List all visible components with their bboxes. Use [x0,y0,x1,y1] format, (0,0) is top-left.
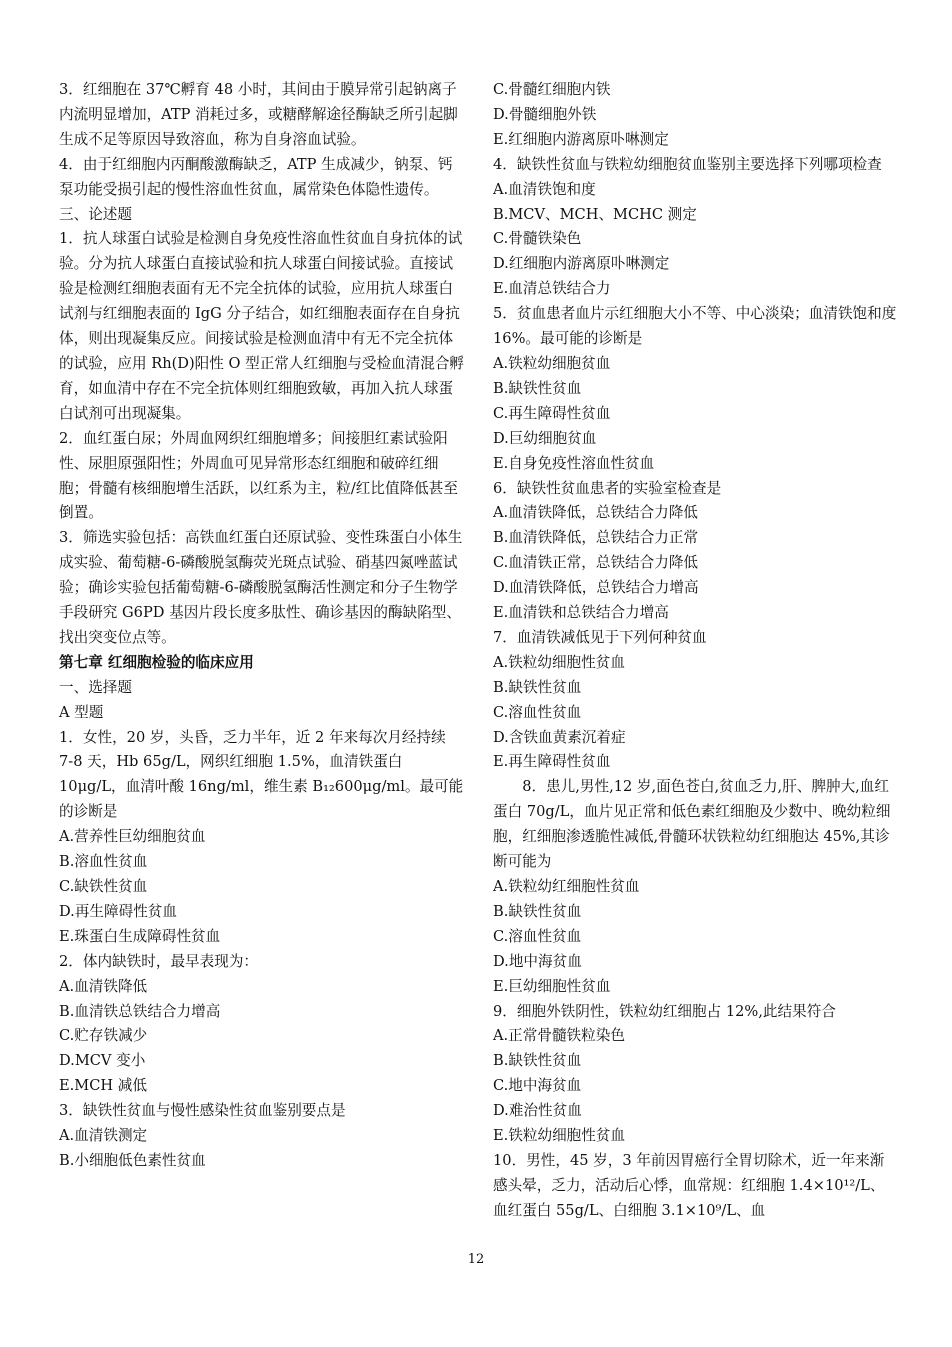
paragraph: 3．筛选实验包括：高铁血红蛋白还原试验、变性珠蛋白小体生成实验、葡萄糖-6-磷酸脱氢酶荧光斑点试验、硝基四氮唑蓝试验；确诊实验包括葡萄糖-6-磷酸脱氢酶活性测定和分子生物学手段研究 G6PD 基因片段长度多肽性、确诊基因的酶缺陷型、找出突变位点等。 [59,529,463,646]
paragraph: C.溶血性贫血 [493,927,582,945]
paragraph: 3．缺铁性贫血与慢性感染性贫血鉴别要点是 [59,1102,346,1120]
paragraph: A.营养性巨幼细胞贫血 [59,828,206,846]
paragraph: 5．贫血患者血片示红细胞大小不等、中心淡染；血清铁饱和度 16%。最可能的诊断是 [493,305,897,348]
paragraph: E.铁粒幼细胞性贫血 [493,1127,626,1145]
paragraph: 1．女性，20 岁，头昏，乏力半年，近 2 年来每次月经持续 7-8 天，Hb 65g/L，网织红细胞 1.5%，血清铁蛋白 10μg/L，血清叶酸 16ng/ml，维生素 B₁₂600μg/ml。最可能的诊断是 [59,728,464,821]
paragraph: A.铁粒幼细胞性贫血 [493,653,625,671]
paragraph: A.正常骨髓铁粒染色 [493,1027,625,1045]
paragraph: D.含铁血黄素沉着症 [493,728,626,746]
paragraph: C.溶血性贫血 [493,703,582,721]
paragraph: B.血清铁降低，总铁结合力正常 [493,529,699,547]
paragraph: D.巨幼细胞贫血 [493,429,597,447]
paragraph: A.铁粒幼红细胞性贫血 [493,878,640,895]
chapter-heading: 第七章 红细胞检验的临床应用 [59,653,254,671]
paragraph: C.骨髓铁染色 [493,230,582,248]
paragraph: D.血清铁降低，总铁结合力增高 [493,579,699,597]
paragraph: 8．患儿,男性,12 岁,面色苍白,贫血乏力,肝、脾肿大,血红蛋白 70g/L，血片见正常和低色素红细胞及少数中、晚幼粒细胞，红细胞渗透脆性减低,骨髓环状铁粒幼红细胞达 45%,其诊断可能为 [493,778,891,871]
paragraph: B.缺铁性贫血 [493,379,582,397]
paragraph: E.血清铁和总铁结合力增高 [493,604,669,622]
paragraph: 一、选择题 [59,678,132,696]
paragraph: D.骨髓细胞外铁 [493,105,597,123]
paragraph: C.地中海贫血 [493,1077,582,1095]
paragraph: A.血清铁降低，总铁结合力降低 [493,504,698,522]
paragraph: B.缺铁性贫血 [493,678,582,696]
paragraph: E.再生障碍性贫血 [493,753,611,771]
paragraph: C.血清铁正常，总铁结合力降低 [493,554,699,572]
paragraph: 6．缺铁性贫血患者的实验室检查是 [493,479,722,497]
paragraph: D.地中海贫血 [493,952,582,970]
paragraph: 9．细胞外铁阴性，铁粒幼红细胞占 12%,此结果符合 [493,1002,836,1020]
paragraph: A.铁粒幼细胞贫血 [493,354,611,372]
paragraph: E.红细胞内游离原卟啉测定 [493,130,669,148]
paragraph: A.血清铁饱和度 [493,180,596,198]
paragraph: A.血清铁降低 [59,977,148,995]
paragraph: 3．红细胞在 37℃孵育 48 小时，其间由于膜异常引起钠离子内流明显增加，ATP 消耗过多，或糖酵解途径酶缺乏所引起脚生成不足等原因导致溶血，称为自身溶血试验。 [59,81,458,148]
paragraph: B.血清铁总铁结合力增高 [59,1002,221,1020]
paragraph: A.血清铁测定 [59,1127,148,1145]
paragraph: E.珠蛋白生成障碍性贫血 [59,927,221,945]
paragraph: 2．血红蛋白尿；外周血网织红细胞增多；间接胆红素试验阳性、尿胆原强阳性；外周血可见异常形态红细胞和破碎红细胞；骨髓有核细胞增生活跃，以红系为主，粒/红比值降低甚至倒置。 [59,429,458,522]
paragraph: D.红细胞内游离原卟啉测定 [493,255,670,273]
paragraph: 10．男性，45 岁，3 年前因胃癌行全胃切除术，近一年来渐感头晕，乏力，活动后心悸，血常规：红细胞 1.4×10¹²/L、血红蛋白 55g/L、白细胞 3.1×10⁹/L、血 [493,1151,885,1219]
left-column [59,78,464,1174]
page-number: 12 [467,1252,485,1267]
paragraph: D.MCV 变小 [59,1052,146,1070]
paragraph: E.血清总铁结合力 [493,280,611,298]
paragraph: B.缺铁性贫血 [493,902,582,920]
paragraph: D.难治性贫血 [493,1102,582,1120]
right-column [493,78,898,1224]
paragraph: B.缺铁性贫血 [493,1052,582,1070]
paragraph: 7．血清铁减低见于下列何种贫血 [493,628,707,646]
paragraph: 2．体内缺铁时，最早表现为： [59,952,259,970]
paragraph: B.MCV、MCH、MCHC 测定 [493,205,697,223]
paragraph: E.自身免疫性溶血性贫血 [493,454,655,472]
paragraph: 1．抗人球蛋白试验是检测自身免疫性溶血性贫血自身抗体的试验。分为抗人球蛋白直接试验和抗人球蛋白间接试验。直接试验是检测红细胞表面有无不完全抗体的试验，应用抗人球蛋白试剂与红细胞表面的 IgG 分子结合，如红细胞表面存在自身抗体，则出现凝集反应。间接试验是检测血清中有无不完全抗体的试验，应用 Rh(D)阳性 O 型正常人红细胞与受检血清混合孵育，如血清中存在不完全抗体则红细胞致敏，再加入抗人球蛋白试剂可出现凝集。 [59,230,465,422]
paragraph: A 型题 [59,703,104,721]
paragraph: C.骨髓红细胞内铁 [493,81,611,98]
paragraph: B.溶血性贫血 [59,853,148,871]
paragraph: C.贮存铁减少 [59,1027,148,1045]
paragraph: E.MCH 减低 [59,1077,147,1095]
paragraph: D.再生障碍性贫血 [59,902,177,920]
paragraph: C.缺铁性贫血 [59,878,148,895]
paragraph: E.巨幼细胞性贫血 [493,977,611,995]
paragraph: 4．缺铁性贫血与铁粒幼细胞贫血鉴别主要选择下列哪项检查 [493,155,882,173]
paragraph: C.再生障碍性贫血 [493,404,611,422]
paragraph: 4．由于红细胞内丙酮酸激酶缺乏，ATP 生成减少，钠泵、钙泵功能受损引起的慢性溶血性贫血，属常染色体隐性遗传。 [59,155,453,198]
paragraph: B.小细胞低色素性贫血 [59,1151,206,1169]
paragraph: 三、论述题 [59,205,132,223]
